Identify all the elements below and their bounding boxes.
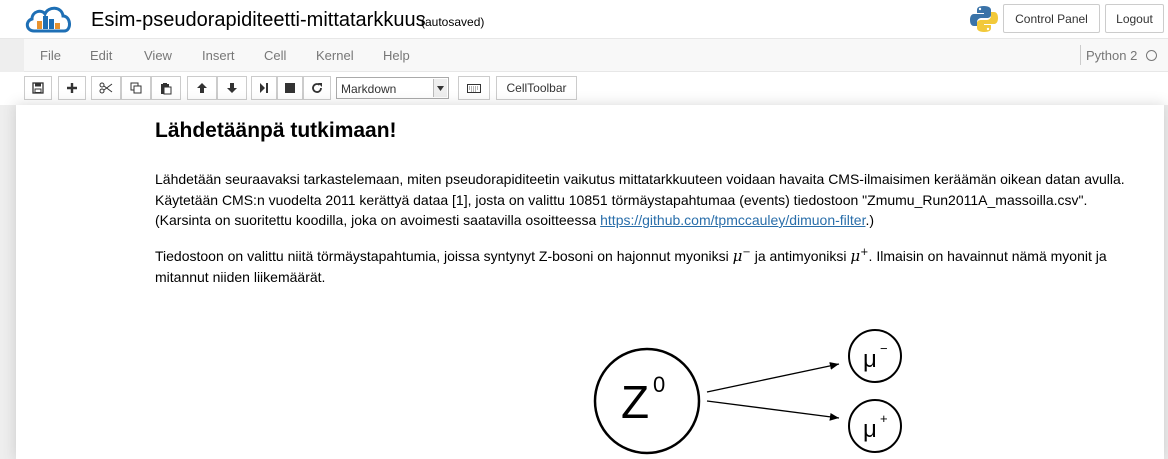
intro-text: Lähdetään seuraavaksi tarkastelemaan, miten pseudorapiditeetin vaikutus mittatarkkuuteen voidaan havaita CMS-ilmaisimen keräämän oikean datan avulla. Käytetään CMS:n vuodelta 2011 kerättyä dataa [1], josta on valittu 10851 törmäystapahtumaa (events) tiedostoon "Zmumu_Run2011A_massoilla.csv". (Karsinta on suoritettu koodilla, joka on avoimesti saatavilla osoitteessa	[155, 171, 1125, 228]
menubar	[24, 39, 1168, 72]
chevron-down-icon	[433, 79, 447, 97]
arrow-to-mu-minus	[707, 364, 839, 392]
notebook-title[interactable]: Esim-pseudorapiditeetti-mittatarkkuus	[91, 9, 426, 31]
intro-end: .)	[865, 212, 875, 228]
stop-icon	[285, 83, 295, 93]
restart-button[interactable]	[303, 76, 331, 100]
copy-button[interactable]	[121, 76, 151, 100]
refresh-icon	[311, 82, 323, 94]
menu-kernel[interactable]: Kernel	[316, 48, 354, 63]
z-decay-diagram	[591, 325, 921, 459]
arrow-to-mu-plus	[707, 401, 839, 418]
command-palette-button[interactable]	[458, 76, 490, 100]
copy-icon	[130, 82, 142, 94]
toolbar	[0, 72, 1168, 105]
muon-text-b: ja antimyoniksi	[750, 248, 851, 264]
kernel-divider	[1080, 45, 1081, 65]
plus-icon	[66, 82, 78, 94]
muon-text-a: Tiedostoon on valittu niitä törmäystapahtumia, joissa syntynyt Z-bosoni on hajonnut myoniksi	[155, 248, 733, 264]
autosave-status: (autosaved)	[421, 15, 485, 29]
step-forward-icon	[259, 82, 269, 94]
run-button[interactable]	[251, 76, 277, 100]
menu-file[interactable]: File	[40, 48, 61, 63]
mu-plus-label: μ	[863, 416, 877, 443]
intro-paragraph	[155, 169, 1145, 231]
cloud-logo-icon[interactable]	[24, 3, 74, 35]
arrow-up-icon	[196, 82, 208, 94]
insert-cell-button[interactable]	[58, 76, 86, 100]
cell-heading: Lähdetäänpä tutkimaan!	[155, 119, 397, 142]
mu-minus-label: μ	[863, 346, 877, 373]
z-boson-label: Z	[621, 376, 650, 428]
notebook-area	[0, 105, 1168, 459]
menu-insert[interactable]: Insert	[202, 48, 235, 63]
mu-minus-math: μ−	[732, 247, 751, 265]
kernel-name: Python 2	[1086, 48, 1138, 63]
save-icon	[32, 82, 44, 94]
header	[0, 0, 1168, 39]
menu-edit[interactable]: Edit	[90, 48, 113, 63]
cut-button[interactable]	[91, 76, 121, 100]
menu-cell[interactable]: Cell	[264, 48, 287, 63]
cell-type-select[interactable]	[336, 77, 449, 99]
move-down-button[interactable]	[217, 76, 247, 100]
mu-plus-sign: +	[880, 411, 888, 426]
kernel-idle-icon	[1146, 50, 1157, 61]
paste-icon	[160, 82, 172, 95]
z-boson-superscript: 0	[653, 372, 666, 397]
save-button[interactable]	[24, 76, 52, 100]
notebook-page	[16, 105, 1164, 459]
python-logo-icon	[969, 4, 999, 34]
control-panel-button[interactable]: Control Panel	[1003, 4, 1100, 33]
keyboard-icon	[467, 84, 481, 93]
move-up-button[interactable]	[187, 76, 217, 100]
interrupt-button[interactable]	[277, 76, 303, 100]
mu-plus-math: μ+	[850, 247, 869, 265]
logout-button[interactable]: Logout	[1105, 4, 1164, 33]
menu-view[interactable]: View	[144, 48, 172, 63]
menu-help[interactable]: Help	[383, 48, 410, 63]
cell-type-value: Markdown	[341, 82, 397, 96]
arrow-down-icon	[226, 82, 238, 94]
scissors-icon	[99, 82, 113, 94]
muon-text-c: . Ilmaisin on havainnut nämä myonit ja mitannut niiden liikemäärät.	[155, 248, 1107, 285]
celltoolbar-button[interactable]: CellToolbar	[496, 76, 577, 100]
mu-minus-sign: −	[880, 341, 888, 356]
paste-button[interactable]	[151, 76, 181, 100]
dimuon-filter-link[interactable]: https://github.com/tpmccauley/dimuon-filter	[600, 212, 866, 228]
muon-paragraph	[155, 243, 1145, 287]
